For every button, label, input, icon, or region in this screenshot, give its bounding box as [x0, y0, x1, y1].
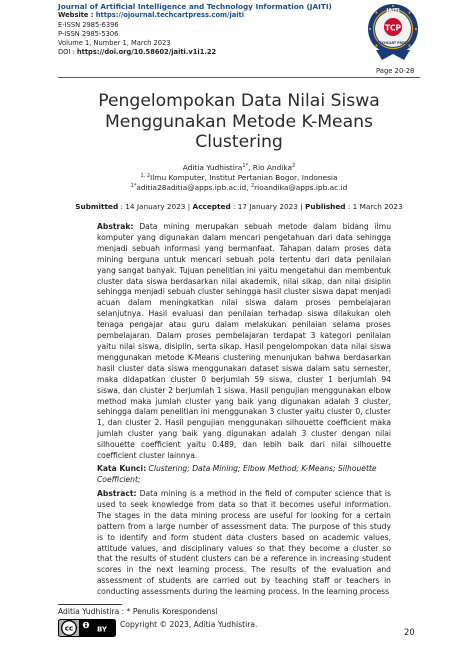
- abstract-id-text: Data mining merupakan sebuah metode dalam bidang ilmu komputer yang digunakan dalam mencari pengetahuan dari data sehingga menjadi sebuah informasi yang bermanfaat. Tahapan dalam proses data mining berguna untuk mencari sebuah pola tertentu dari data penilaian yang sangat banyak. Tujuan penelitian ini yaitu mengetahui dan membentuk cluster data siswa berdasarkan nilai akademik, nilai sikap, dan nilai disiplin sehingga menjadi sebuah cluster sehingga hasil cluster siswa dapat menjadi acuan dalam meningkatkan nilai siswa dalam proses pembelajaran selanjutnya. Hasil evaluasi dan penilaian terhadap siswa dilakukan oleh tenaga pengajar atau guru dalam melakukan penilaian selama proses pembelajaran. Dalam proses pembelajaran terdapat 3 kategori penilaian yaitu nilai siswa, disiplin, serta sikap. Hasil pengelompokan data nilai siswa menggunakan metode K-Means clustering menunjukan bahwa berdasarkan hasil cluster data siswa menggunakan dataset siswa dalam satu semester, maka didapatkan cluster 0 berjumlah 59 siswa, cluster 1 berjumlah 94 siswa, dan cluster 2 berjumlah 1 siswa. Hasil pengujian menggunakan elbow method maka jumlah cluster yang baik yang digunakan adalah 3 cluster, sehingga dalam penelitian ini menggunakan 3 cluster yaitu cluster 0, cluster 1, dan cluster 2. Hasil pengujian menggunakan silhouette coefficient maka jumlah cluster yang baik yang digunakan adalah 3 cluster dengan nilai silhouette coefficient yaitu 0.489, dan lebih baik dari nilai silhouette coefficient cluster lainnya.: [97, 222, 392, 461]
- author-2-sup: 2: [292, 163, 296, 169]
- paper-title: [58, 91, 420, 153]
- volume-info: Volume 1, Number 1, March 2023: [58, 39, 171, 47]
- published-date: : 1 March 2023: [345, 202, 403, 211]
- cc-label: cc: [64, 624, 74, 633]
- submission-dates: [58, 202, 420, 211]
- title-line-2: Menggunakan Metode K-Means: [104, 111, 374, 132]
- email-2[interactable]: rioandika@apps.ipb.ac.id: [254, 183, 348, 192]
- keywords: [97, 464, 391, 486]
- doi-label: DOI :: [58, 48, 77, 56]
- author-2: , Rio Andika: [248, 163, 293, 172]
- journal-website: [58, 11, 244, 20]
- accepted-date: : 17 January 2023 |: [230, 202, 306, 211]
- logo-mid-text: TCP: [384, 23, 402, 33]
- abstract-english: [97, 489, 391, 598]
- abstract-indonesian: [97, 222, 391, 462]
- affiliation: [58, 173, 420, 182]
- affiliation-text: Ilmu Komputer, Institut Pertanian Bogor, Indonesia: [150, 173, 338, 182]
- eissn: E-ISSN 2985-6396: [58, 21, 119, 29]
- keywords-label: Kata Kunci:: [97, 464, 147, 473]
- page-number: 20: [404, 627, 415, 637]
- email-1-sup: 1*: [130, 183, 137, 189]
- journal-seal-logo: [366, 2, 420, 64]
- title-line-3: Clustering: [195, 132, 283, 152]
- logo-bottom-text: TECHCART PRESS: [377, 41, 409, 45]
- pissn: P-ISSN 2985-5306: [58, 30, 119, 38]
- author-1-sup: 1*: [242, 163, 249, 169]
- keywords-text: Clustering; Data Mining; Elbow Method; K-Means; Silhouette Coefficient;: [97, 464, 377, 484]
- affiliation-sup: 1, 2: [140, 173, 151, 179]
- corresponding-author-note: Aditia Yudhistira : * Penulis Korespondensi: [58, 607, 218, 616]
- title-line-1: Pengelompokan Data Nilai Siswa: [98, 91, 380, 111]
- website-label: Website :: [58, 11, 96, 19]
- published-label: Published: [305, 202, 346, 211]
- emails: [58, 183, 420, 192]
- doi: [58, 48, 216, 57]
- doi-link[interactable]: https://doi.org/10.58602/jaiti.v1i1.22: [76, 48, 217, 56]
- cc-by-license-icon[interactable]: [58, 619, 116, 637]
- footnote-divider: [58, 604, 122, 605]
- author-1: Aditia Yudhistira: [182, 163, 243, 172]
- abstract-id-label: Abstrak:: [97, 222, 134, 231]
- email-2-sup: 2: [250, 183, 255, 189]
- page-range: Page 20-28: [376, 67, 415, 75]
- copyright: Copyright © 2023, Aditia Yudhistira.: [120, 620, 258, 629]
- submitted-label: Submitted: [75, 202, 119, 211]
- submitted-date: : 14 January 2023 |: [118, 202, 193, 211]
- email-1[interactable]: aditia28aditia@apps.ipb.ac.id,: [136, 183, 251, 192]
- authors: [58, 163, 420, 172]
- website-link[interactable]: https://ojournal.techcartpress.com/jaiti: [95, 11, 245, 19]
- journal-title: Journal of Artificial Intelligence and Technology Information (JAITI): [58, 2, 332, 11]
- logo-top-text: JAITI: [386, 8, 400, 14]
- by-label: BY: [96, 625, 108, 634]
- accepted-label: Accepted: [192, 202, 231, 211]
- abstract-en-label: Abstract:: [97, 489, 137, 498]
- header-divider: [58, 77, 420, 78]
- abstract-en-text: Data mining is a method in the field of computer science that is used to seek knowledge from data so that it becomes useful information. The stages in the data mining process are useful for looking for a certain pattern from a large number of assessment data. The purpose of this study is to identify and form student data clusters based on academic values, attitude values, and disciplinary values so that they become a cluster so that the results of student clusters can be a reference in increasing student scores in the next learning process. The results of the evaluation and assessment of students are carried out by teaching staff or teachers in conducting assessments during the learning process. In the learning process: [97, 489, 391, 597]
